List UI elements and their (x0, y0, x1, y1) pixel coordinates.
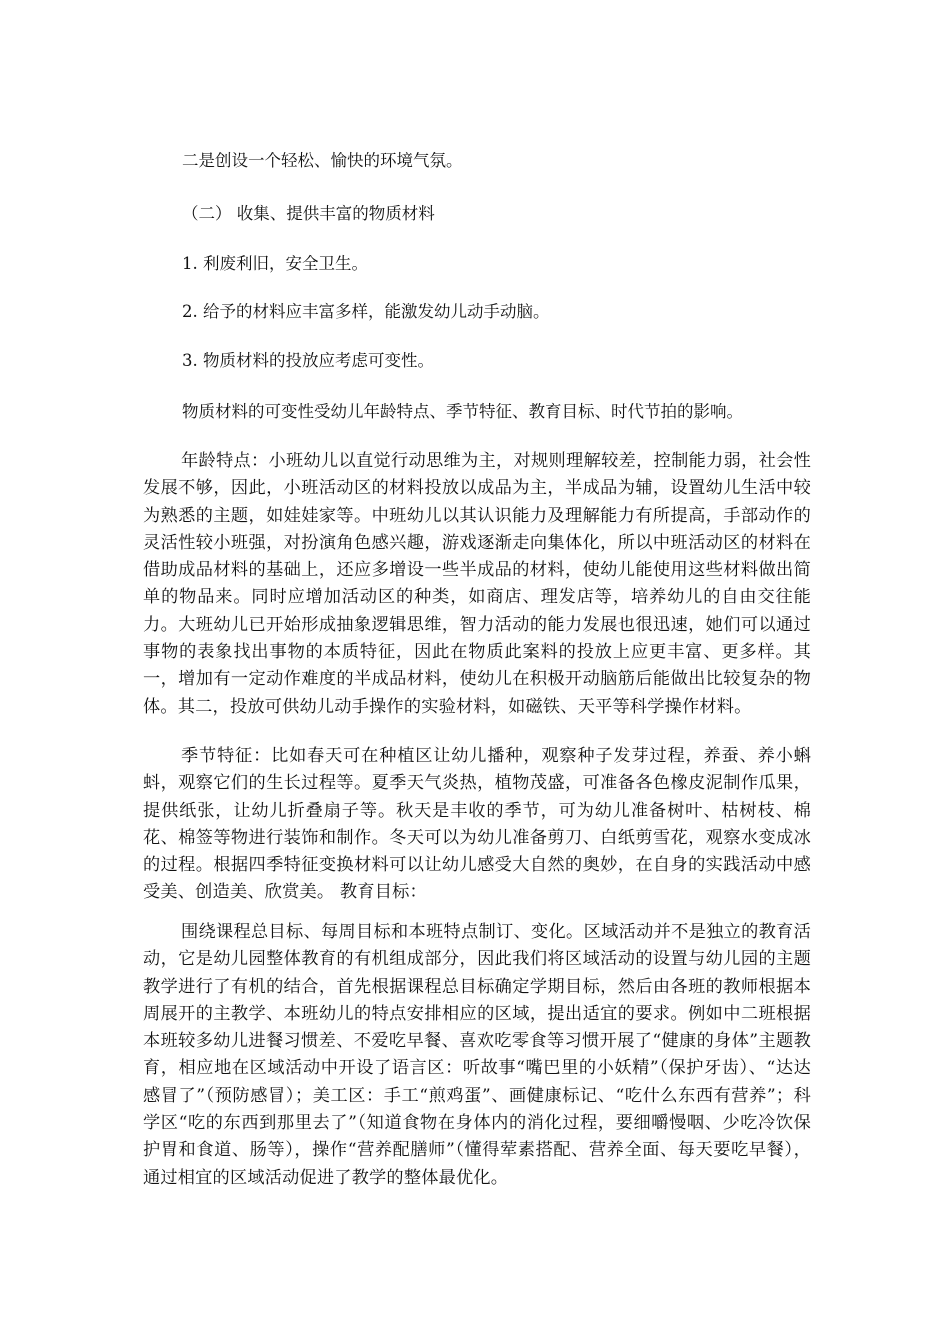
text-line-environment: 二是创设一个轻松、愉快的环境气氛。 (182, 151, 463, 170)
paragraph-season-characteristics: 季节特征：比如春天可在种植区让幼儿播种，观察种子发芽过程，养蚕、养小蝌蚪，观察它们的生长过程等。夏季天气炎热，植物茂盛，可准备各色橡皮泥制作瓜果，提供纸张，让幼儿折叠扇子等。秋天是丰收的季节，可为幼儿准备树叶、枯树枝、棉花、棉签等物进行装饰和制作。冬天可以为幼儿准备剪刀、白纸剪雪花，观察水变成冰的过程。根据四季特征变换材料可以让幼儿感受大自然的奥妙，在自身的实践活动中感受美、创造美、欣赏美。 教育目标： (143, 746, 811, 903)
list-item-1: 1. 利废利旧，安全卫生。 (182, 254, 368, 273)
paragraph-education-goals: 围绕课程总目标、每周目标和本班特点制订、变化。区域活动并不是独立的教育活动，它是幼儿园整体教育的有机组成部分，因此我们将区域活动的设置与幼儿园的主题教学进行了有机的结合，首先根据课程总目标确定学期目标，然后由各班的教师根据本周展开的主教学、本班幼儿的特点安排相应的区域，提出适宜的要求。例如中二班根据本班较多幼儿进餐习惯差、不爱吃早餐、喜欢吃零食等习惯开展了“健康的身体”主题教育，相应地在区域活动中开设了语言区：听故事“嘴巴里的小妖精”（保护牙齿）、“达达感冒了”（预防感冒）；美工区：手工“煎鸡蛋”、画健康标记、“吃什么东西有营养”；科学区“吃的东西到那里去了”（知道食物在身体内的消化过程，要细嚼慢咽、少吃冷饮保护胃和食道、肠等），操作“营养配膳师”（懂得荤素搭配、营养全面、每天要吃早餐），通过相宜的区域活动促进了教学的整体最优化。 (143, 922, 811, 1188)
list-item-3: 3. 物质材料的投放应考虑可变性。 (182, 351, 434, 370)
paragraph-age-characteristics: 年龄特点：小班幼儿以直觉行动思维为主，对规则理解较差，控制能力弱，社会性发展不够，因此，小班活动区的材料投放以成品为主，半成品为辅，设置幼儿生活中较为熟悉的主题，如娃娃家等。中班幼儿以其认识能力及理解能力有所提高，手部动作的灵活性较小班强，对扮演角色感兴趣，游戏逐渐走向集体化，所以中班活动区的材料在借助成品材料的基础上，还应多增设一些半成品的材料，使幼儿能使用这些材料做出简单的物品来。同时应增加活动区的种类，如商店、理发店等，培养幼儿的自由交往能力。大班幼儿已开始形成抽象逻辑思维，智力活动的能力发展也很迅速，她们可以通过事物的表象找出事物的本质特征，因此在物质此案料的投放上应更丰富、更多样。其一，增加有一定动作难度的半成品材料，使幼儿在积极开动脑筋后能做出比较复杂的物体。其二，投放可供幼儿动手操作的实验材料，如磁铁、天平等科学操作材料。 (143, 451, 811, 717)
section-heading-materials: （二） 收集、提供丰富的物质材料 (182, 204, 435, 223)
text-line-variability: 物质材料的可变性受幼儿年龄特点、季节特征、教育目标、时代节拍的影响。 (182, 402, 743, 421)
list-item-2: 2. 给予的材料应丰富多样，能激发幼儿动手动脑。 (182, 302, 550, 321)
